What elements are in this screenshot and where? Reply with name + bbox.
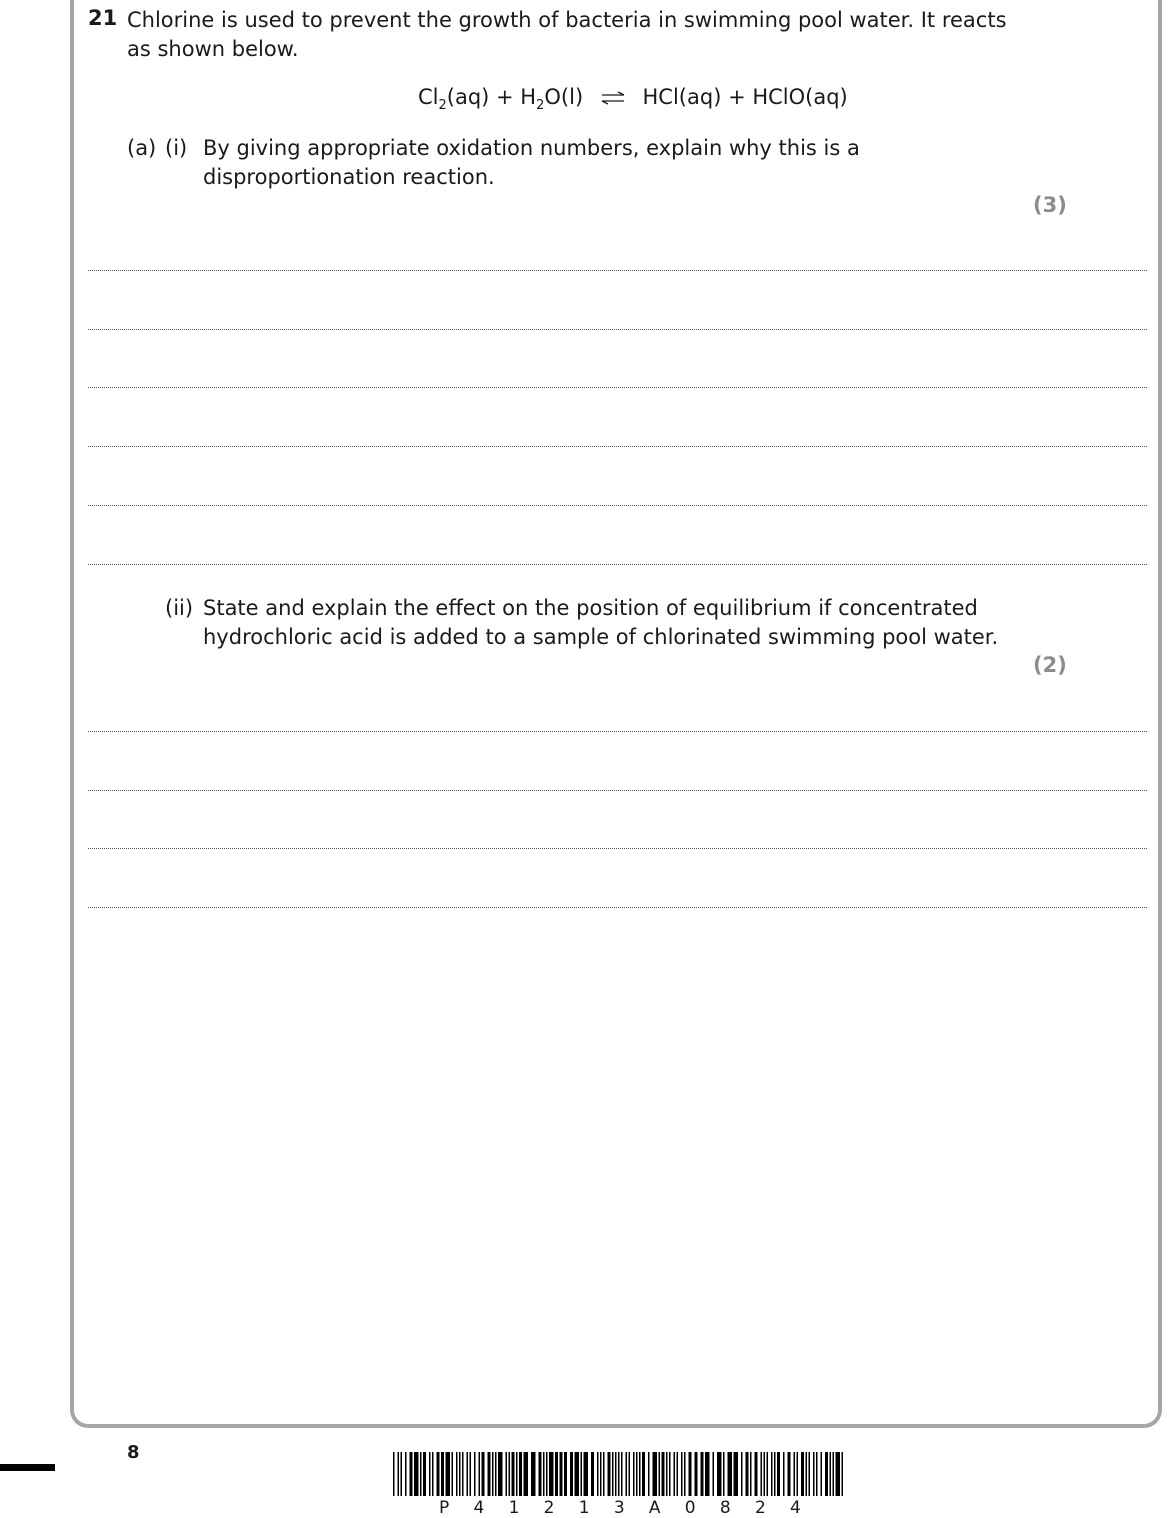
barcode-bar — [626, 1452, 628, 1496]
barcode-bar — [479, 1452, 481, 1496]
barcode-bar — [821, 1452, 823, 1496]
barcode-bar — [674, 1452, 676, 1496]
part-a-question — [203, 134, 860, 192]
barcode-bar — [608, 1452, 611, 1496]
barcode-bar — [519, 1452, 522, 1496]
barcode-bar — [788, 1452, 791, 1496]
barcode-bar — [813, 1452, 815, 1496]
barcode-bar — [764, 1452, 766, 1496]
part-a-marks: (3) — [1033, 193, 1067, 217]
barcode-bar — [423, 1452, 426, 1496]
barcode-bar — [509, 1452, 511, 1496]
answer-box-frame — [70, 0, 1162, 1428]
barcode-bar — [767, 1452, 769, 1496]
barcode-bar — [584, 1452, 589, 1496]
barcode-bar — [797, 1452, 799, 1496]
barcode-bar — [681, 1452, 683, 1496]
answer-line[interactable] — [88, 790, 1147, 791]
answer-line[interactable] — [88, 446, 1147, 447]
part-ii-question — [203, 594, 998, 652]
barcode-bar — [746, 1452, 749, 1496]
barcode-bar — [701, 1452, 704, 1496]
barcode-bar — [695, 1452, 698, 1496]
barcode-bar — [410, 1452, 413, 1496]
barcode-bar — [575, 1452, 580, 1496]
barcode-bar — [639, 1452, 641, 1496]
part-ii-marks: (2) — [1033, 653, 1067, 677]
part-ii-label: (ii) — [165, 596, 194, 620]
barcode-char: 2 — [754, 1498, 766, 1518]
barcode-char: 4 — [790, 1498, 801, 1518]
barcode-bar — [806, 1452, 808, 1496]
barcode-bar — [830, 1452, 832, 1496]
barcode-bar — [662, 1452, 665, 1496]
answer-line[interactable] — [88, 387, 1147, 388]
barcode-bar — [777, 1452, 780, 1496]
barcode-bar — [842, 1452, 844, 1496]
answer-line[interactable] — [88, 564, 1147, 565]
barcode-bar — [555, 1452, 558, 1496]
barcode-bar — [603, 1452, 605, 1496]
barcode-bar — [482, 1452, 485, 1496]
barcode-bar — [755, 1452, 758, 1496]
equation-aq-plus-h: (aq) + H — [446, 85, 537, 109]
barcode-bar — [560, 1452, 563, 1496]
barcode-char: 2 — [543, 1498, 555, 1518]
barcode-bar — [734, 1452, 739, 1496]
barcode-bar — [531, 1452, 536, 1496]
barcode-bar — [794, 1452, 796, 1496]
barcode-bar — [659, 1452, 661, 1496]
barcode-bar — [446, 1452, 451, 1496]
chemical-equation — [418, 85, 848, 113]
margin-marker — [0, 1464, 55, 1471]
barcode-char: 3 — [613, 1498, 625, 1518]
barcode-bar — [816, 1452, 818, 1496]
answer-line[interactable] — [88, 907, 1147, 908]
part-a-line1: By giving appropriate oxidation numbers, explain why this is a — [203, 136, 860, 160]
answer-line[interactable] — [88, 848, 1147, 849]
barcode-bar — [459, 1452, 461, 1496]
barcode-bar — [549, 1452, 554, 1496]
barcode-bar — [750, 1452, 752, 1496]
equation-water: O(l) — [544, 85, 584, 109]
barcode-bar — [669, 1452, 671, 1496]
barcode-char: 1 — [578, 1498, 590, 1518]
barcode-bar — [615, 1452, 617, 1496]
barcode-bar — [539, 1452, 542, 1496]
barcode-bar — [474, 1452, 476, 1496]
barcode-bar — [597, 1452, 599, 1496]
barcode-bar — [492, 1452, 494, 1496]
barcode-bar — [612, 1452, 614, 1496]
barcode-bar — [723, 1452, 725, 1496]
equation-products: HCl(aq) + HClO(aq) — [642, 85, 848, 109]
barcode-bar — [689, 1452, 692, 1496]
equation-hydrogen-subscript: 2 — [536, 98, 545, 113]
barcode-bar — [684, 1452, 686, 1496]
barcode-bar — [398, 1452, 400, 1496]
barcode-bar — [633, 1452, 635, 1496]
barcode-bar — [666, 1452, 668, 1496]
barcode-bar — [621, 1452, 623, 1496]
question-number: 21 — [88, 6, 118, 30]
barcode-bar — [570, 1452, 573, 1496]
barcode-char: 4 — [473, 1498, 485, 1518]
barcode-bar — [618, 1452, 620, 1496]
barcode-bar — [717, 1452, 722, 1496]
barcode-bar — [495, 1452, 497, 1496]
answer-line[interactable] — [88, 329, 1147, 330]
barcode-bar — [591, 1452, 594, 1496]
barcode-bar — [600, 1452, 602, 1496]
barcode-text — [393, 1498, 845, 1518]
barcode-bar — [629, 1452, 631, 1496]
barcode-bar — [524, 1452, 529, 1496]
answer-line[interactable] — [88, 505, 1147, 506]
equation-chlorine-subscript: 2 — [438, 98, 447, 113]
barcode-bar — [432, 1452, 434, 1496]
part-ii-line2: hydrochloric acid is added to a sample of chlorinated swimming pool water. — [203, 625, 999, 649]
barcode-bar — [498, 1452, 503, 1496]
question-stem-line2: as shown below. — [127, 37, 299, 61]
barcode-bar — [728, 1452, 733, 1496]
barcode-bar — [452, 1452, 454, 1496]
barcode-bar — [488, 1452, 491, 1496]
barcode-bar — [809, 1452, 811, 1496]
barcode-bar — [543, 1452, 545, 1496]
equation-chlorine: Cl — [418, 85, 439, 109]
equilibrium-arrow-icon — [600, 91, 626, 105]
barcode-char: 8 — [719, 1498, 731, 1518]
barcode-bar — [642, 1452, 645, 1496]
barcode-bar — [636, 1452, 638, 1496]
barcode-bar — [462, 1452, 464, 1496]
barcode-bar — [677, 1452, 679, 1496]
barcode-bar — [414, 1452, 419, 1496]
barcode-bar — [783, 1452, 785, 1496]
barcode-char: 0 — [684, 1498, 696, 1518]
barcode-image — [393, 1452, 845, 1496]
answer-line[interactable] — [88, 731, 1147, 732]
barcode-bar — [441, 1452, 444, 1496]
barcode-bar — [470, 1452, 472, 1496]
barcode-bar — [581, 1452, 583, 1496]
barcode-bar — [801, 1452, 804, 1496]
barcode-bar — [437, 1452, 440, 1496]
barcode-bar — [506, 1452, 508, 1496]
question-stem — [127, 6, 1007, 64]
part-a-line2: disproportionation reaction. — [203, 165, 495, 189]
question-stem-line1: Chlorine is used to prevent the growth of bacteria in swimming pool water. It reacts — [127, 8, 1007, 32]
barcode-bar — [512, 1452, 515, 1496]
barcode-bar — [771, 1452, 773, 1496]
barcode-bar — [467, 1452, 469, 1496]
barcode-bar — [653, 1452, 658, 1496]
barcode-bar — [429, 1452, 431, 1496]
barcode-bar — [774, 1452, 776, 1496]
barcode-bar — [713, 1452, 715, 1496]
barcode-bar — [836, 1452, 841, 1496]
barcode-bar — [516, 1452, 518, 1496]
barcode-bar — [825, 1452, 828, 1496]
barcode-bar — [546, 1452, 548, 1496]
barcode-bar — [833, 1452, 835, 1496]
barcode-bar — [393, 1452, 395, 1496]
barcode-char: 1 — [508, 1498, 520, 1518]
page-number: 8 — [127, 1442, 140, 1463]
answer-line[interactable] — [88, 270, 1147, 271]
barcode-char: P — [439, 1498, 450, 1518]
barcode-bar — [456, 1452, 458, 1496]
barcode-char: A — [648, 1498, 661, 1518]
barcode-bar — [741, 1452, 743, 1496]
barcode-bar — [705, 1452, 710, 1496]
part-i-label: (i) — [165, 136, 188, 160]
barcode-bar — [401, 1452, 403, 1496]
barcode-bar — [761, 1452, 763, 1496]
part-a-label: (a) — [127, 136, 157, 160]
barcode-bar — [405, 1452, 407, 1496]
barcode-bar — [648, 1452, 650, 1496]
barcode-bar — [420, 1452, 422, 1496]
part-ii-line1: State and explain the effect on the position of equilibrium if concentrated — [203, 596, 978, 620]
barcode-bar — [564, 1452, 567, 1496]
